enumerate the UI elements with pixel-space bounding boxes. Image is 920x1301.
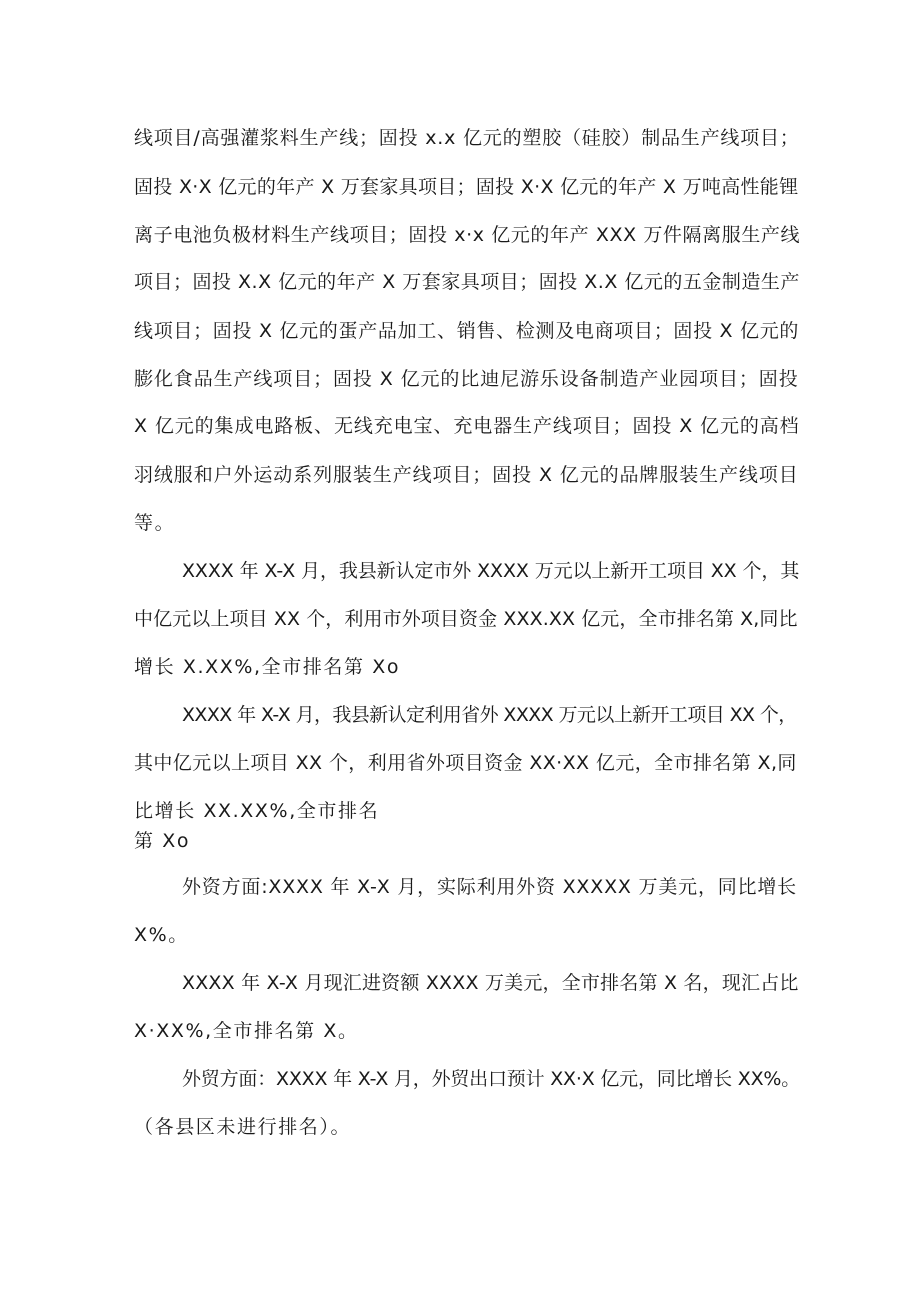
text-line: 中亿元以上项目 XX 个，利用市外项目资金 XXX.XX 亿元，全市排名第 X,同比 — [134, 608, 798, 630]
text-line: X·XX%,全市排名第 X。 — [134, 1020, 359, 1042]
text-line: XXXX 年 X-X 月，我县新认定市外 XXXX 万元以上新开工项目 XX 个，其 — [182, 560, 800, 582]
text-line: 增长 X.XX%,全市排名第 Xo — [134, 656, 401, 678]
text-line: 羽绒服和户外运动系列服装生产线项目；固投 X 亿元的品牌服装生产线项目 — [134, 464, 799, 486]
text-line: 固投 X·X 亿元的年产 X 万套家具项目；固投 X·X 亿元的年产 X 万吨高性能锂 — [134, 176, 799, 198]
text-line: 线项目/高强灌浆料生产线；固投 x.x 亿元的塑胶（硅胶）制品生产线项目； — [134, 127, 800, 149]
text-line: 外资方面:XXXX 年 X-X 月，实际利用外资 XXXXX 万美元，同比增长 — [182, 876, 797, 898]
text-line: 项目；固投 X.X 亿元的年产 X 万套家具项目；固投 X.X 亿元的五金制造生产 — [134, 271, 800, 293]
text-line: 比增长 XX.XX%,全市排名 — [134, 800, 380, 822]
text-line: X%。 — [134, 924, 189, 946]
text-line: 线项目；固投 X 亿元的蛋产品加工、销售、检测及电商项目；固投 X 亿元的 — [134, 320, 800, 342]
text-line: 外贸方面：XXXX 年 X-X 月，外贸出口预计 XX·X 亿元，同比增长 XX%。 — [182, 1068, 801, 1090]
text-line: 其中亿元以上项目 XX 个，利用省外项目资金 XX·XX 亿元，全市排名第 X,同 — [134, 752, 797, 774]
text-line: 膨化食品生产线项目；固投 X 亿元的比迪尼游乐设备制造产业园项目；固投 — [134, 368, 799, 390]
text-line: 等。 — [134, 512, 176, 534]
text-line: XXXX 年 X-X 月现汇进资额 XXXX 万美元，全市排名第 X 名，现汇占比 — [182, 972, 799, 994]
text-line: X 亿元的集成电路板、无线充电宝、充电器生产线项目；固投 X 亿元的高档 — [134, 415, 800, 437]
text-line: XXXX 年 X-X 月，我县新认定利用省外 XXXX 万元以上新开工项目 XX 个， — [182, 704, 797, 726]
text-line: 第 Xo — [134, 830, 191, 852]
text-line: （各县区未进行排名）。 — [134, 1116, 352, 1138]
text-line: 离子电池负极材料生产线项目；固投 x·x 亿元的年产 XXX 万件隔离服生产线 — [134, 224, 801, 246]
